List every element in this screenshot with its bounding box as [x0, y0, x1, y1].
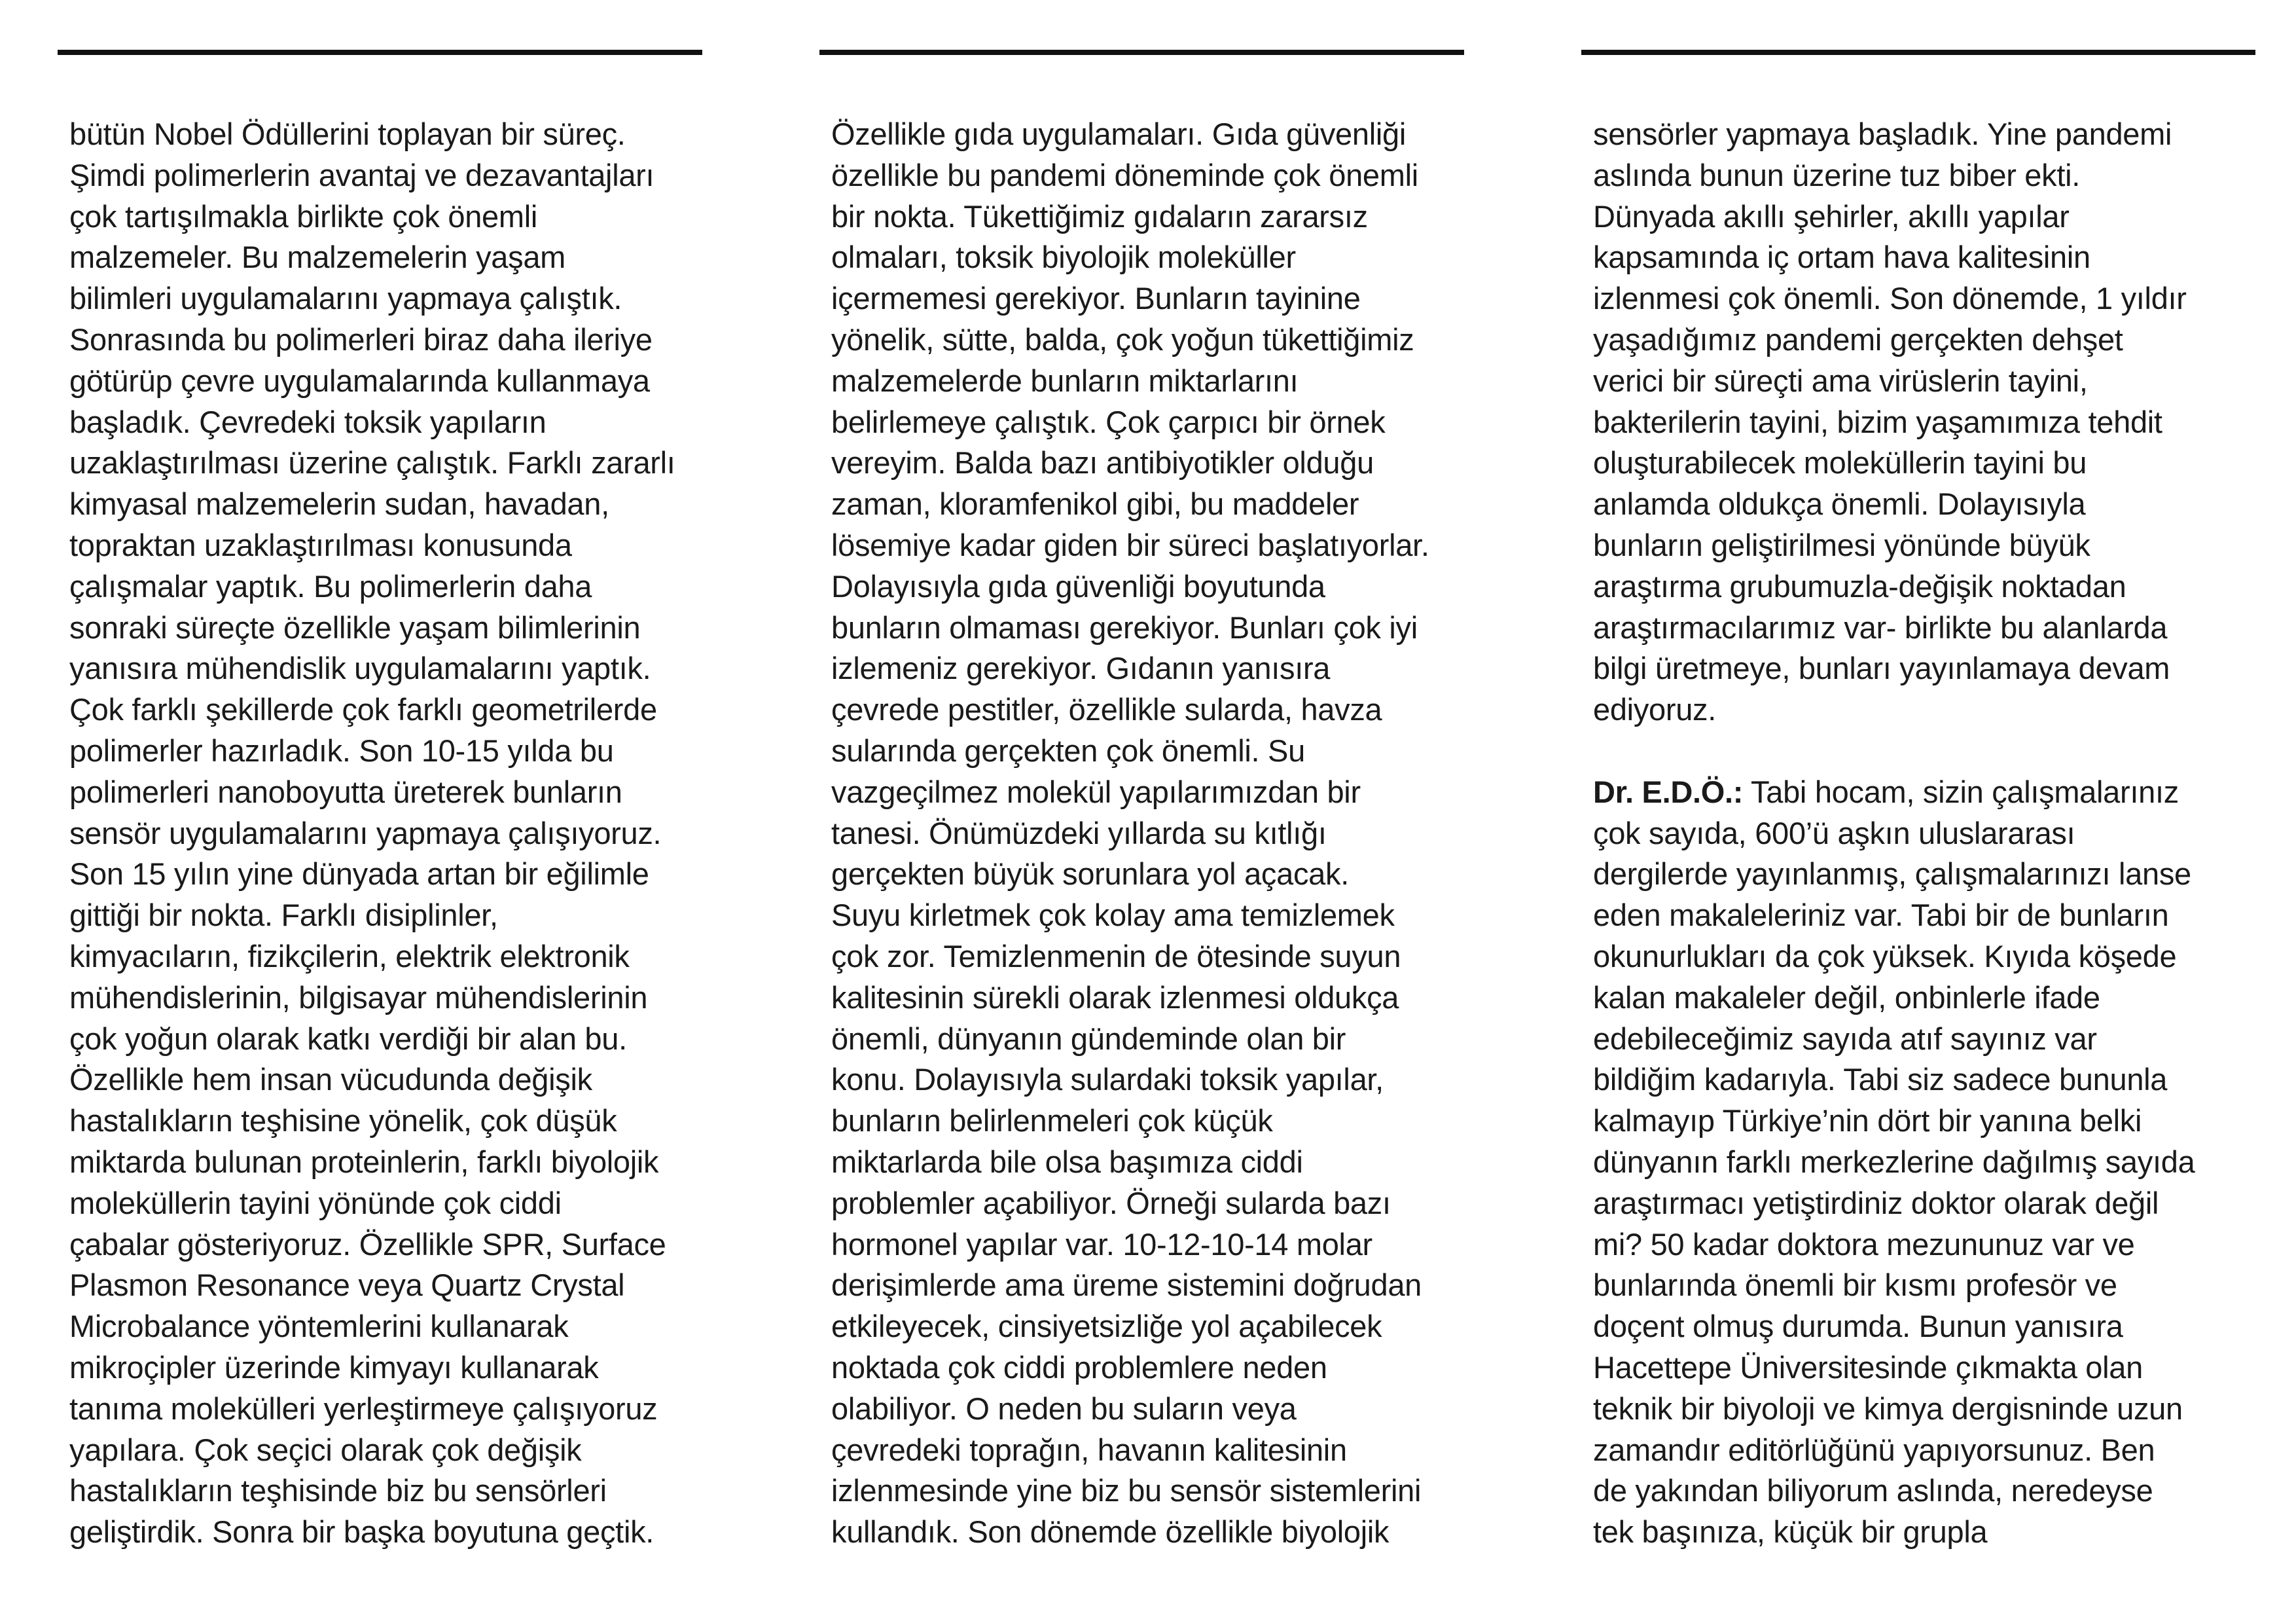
text-line: doçent olmuş durumda. Bunun yanısıra: [1593, 1309, 2123, 1344]
text-line: miktarlarda bile olsa başımıza ciddi: [831, 1144, 1303, 1179]
text-line: etkileyecek, cinsiyetsizliğe yol açabilecek: [831, 1309, 1382, 1344]
text-line: vereyim. Balda bazı antibiyotikler olduğu: [831, 445, 1374, 481]
text-line: tanesi. Önümüzdeki yıllarda su kıtlığı: [831, 815, 1327, 850]
column-2-top-rule: [819, 50, 1464, 55]
text-line: yanısıra mühendislik uygulamalarını yaptık.: [69, 651, 651, 686]
text-line: çok tartışılmakla birlikte çok önemli: [69, 198, 538, 234]
text-line: Şimdi polimerlerin avantaj ve dezavantajları: [69, 157, 655, 192]
text-line: tanıma molekülleri yerleştirmeye çalışıyoruz: [69, 1391, 658, 1426]
text-line: izlenmesi çok önemli. Son dönemde, 1 yıldır: [1593, 281, 2187, 316]
text-line: sonraki süreçte özellikle yaşam bilimlerinin: [69, 610, 641, 645]
text-line: belirlemeye çalıştık. Çok çarpıcı bir örnek: [831, 404, 1386, 439]
text-line: olabiliyor. O neden bu suların veya: [831, 1391, 1297, 1426]
text-line: önemli, dünyanın gündeminde olan bir: [831, 1021, 1346, 1056]
text-line: çok sayıda, 600’ü aşkın uluslararası: [1593, 815, 2075, 850]
text-line: verici bir süreçti ama virüslerin tayini,: [1593, 363, 2088, 398]
text-line: mi? 50 kadar doktora mezununuz var ve: [1593, 1226, 2135, 1262]
text-line: başladık. Çevredeki toksik yapıların: [69, 404, 547, 439]
text-line: kimyacıların, fizikçilerin, elektrik elektronik: [69, 938, 630, 974]
text-line: tek başınıza, küçük bir grupla: [1593, 1514, 1988, 1550]
text-line: moleküllerin tayini yönünde çok ciddi: [69, 1185, 562, 1220]
text-line: bunların olmaması gerekiyor. Bunları çok iyi: [831, 610, 1418, 645]
text-line: sensörler yapmaya başladık. Yine pandemi: [1593, 117, 2172, 151]
text-line: yapılara. Çok seçici olarak çok değişik: [69, 1432, 582, 1467]
text-line: mühendislerinin, bilgisayar mühendislerinin: [69, 979, 648, 1015]
text-line: olmaları, toksik biyolojik moleküller: [831, 240, 1296, 275]
text-line: okunurlukları da çok yüksek. Kıyıda köşede: [1593, 938, 2177, 974]
text-line: çok yoğun olarak katkı verdiği bir alan bu.: [69, 1021, 627, 1056]
text-line: hormonel yapılar var. 10-12-10-14 molar: [831, 1226, 1372, 1262]
text-line: de yakından biliyorum aslında, neredeyse: [1593, 1473, 2153, 1508]
text-line: çevredeki toprağın, havanın kalitesinin: [831, 1432, 1347, 1467]
text-line: kalitesinin sürekli olarak izlenmesi oldukça: [831, 979, 1399, 1015]
text-line: teknik bir biyoloji ve kimya dergisninde uzun: [1593, 1391, 2183, 1426]
text-line: bildiğim kadarıyla. Tabi siz sadece bununla: [1593, 1062, 2168, 1097]
column-3-top-rule: [1581, 50, 2255, 55]
text-line: kalmayıp Türkiye’nin dört bir yanına belki: [1593, 1103, 2142, 1139]
text-line: noktada çok ciddi problemlere neden: [831, 1349, 1327, 1385]
text-line: çalışmalar yaptık. Bu polimerlerin daha: [69, 568, 592, 604]
text-line: Özellikle hem insan vücudunda değişik: [69, 1062, 592, 1097]
text-line: Microbalance yöntemlerini kullanarak: [69, 1309, 569, 1344]
text-line: Çok farklı şekillerde çok farklı geometrilerde: [69, 692, 657, 727]
text-line: bunların belirlenmeleri çok küçük: [831, 1103, 1273, 1139]
text-line: Sonrasında bu polimerleri biraz daha ileriye: [69, 321, 653, 357]
paragraph-break: [1593, 731, 2255, 772]
text-line: topraktan uzaklaştırılması konusunda: [69, 527, 572, 562]
text-line: vazgeçilmez molekül yapılarımızdan bir: [831, 774, 1361, 809]
speaker-label: Dr. E.D.Ö.:: [1593, 774, 1744, 809]
text-line: zamandır editörlüğünü yapıyorsunuz. Ben: [1593, 1432, 2155, 1467]
text-line: kimyasal malzemelerin sudan, havadan,: [69, 486, 609, 522]
text-line: kalan makaleler değil, onbinlerle ifade: [1593, 979, 2100, 1015]
speaker-line-text: Tabi hocam, sizin çalışmalarınız: [1743, 774, 2179, 809]
text-line: sularında gerçekten çok önemli. Su: [831, 733, 1305, 768]
text-line: miktarda bulunan proteinlerin, farklı biyolojik: [69, 1144, 659, 1179]
text-line: götürüp çevre uygulamalarında kullanmaya: [69, 363, 650, 398]
text-line: oluşturabilecek moleküllerin tayini bu: [1593, 445, 2087, 481]
text-line: Son 15 yılın yine dünyada artan bir eğilimle: [69, 856, 649, 892]
text-line: derişimlerde ama üreme sistemini doğrudan: [831, 1267, 1422, 1303]
text-line: araştırma grubumuzla-değişik noktadan: [1593, 568, 2126, 604]
text-line: zaman, kloramfenikol gibi, bu maddeler: [831, 486, 1359, 522]
text-line: eden makaleleriniz var. Tabi bir de bunların: [1593, 898, 2169, 933]
text-line: bilimleri uygulamalarını yapmaya çalıştık.: [69, 281, 622, 316]
text-line: aslında bunun üzerine tuz biber ekti.: [1593, 157, 2080, 192]
text-line: bütün Nobel Ödüllerini toplayan bir süreç.: [69, 117, 626, 151]
text-line: Özellikle gıda uygulamaları. Gıda güvenliği: [831, 117, 1406, 151]
text-line: ediyoruz.: [1593, 692, 1717, 727]
text-column-1: [58, 0, 702, 1623]
text-line: anlamda oldukça önemli. Dolayısıyla: [1593, 486, 2086, 522]
text-line: gittiği bir nokta. Farklı disiplinler,: [69, 898, 498, 933]
text-line: bilgi üretmeye, bunları yayınlamaya devam: [1593, 651, 2170, 686]
column-1-top-rule: [58, 50, 702, 55]
text-line: araştırmacı yetiştirdiniz doktor olarak değil: [1593, 1185, 2159, 1220]
text-line: mikroçipler üzerinde kimyayı kullanarak: [69, 1349, 599, 1385]
text-line: bunların geliştirilmesi yönünde büyük: [1593, 527, 2090, 562]
column-2-text: [831, 114, 1464, 1553]
text-column-2: [819, 0, 1464, 1623]
text-line: araştırmacılarımız var- birlikte bu alanlarda: [1593, 610, 2168, 645]
text-line: bakterilerin tayini, bizim yaşamımıza tehdit: [1593, 404, 2162, 439]
text-line: malzemelerde bunların miktarlarını: [831, 363, 1299, 398]
text-line: lösemiye kadar giden bir süreci başlatıyorlar.: [831, 527, 1429, 562]
column-3-text: [1593, 114, 2255, 1553]
text-line: Suyu kirletmek çok kolay ama temizlemek: [831, 898, 1395, 933]
text-line: malzemeler. Bu malzemelerin yaşam: [69, 240, 566, 275]
text-line: çabalar gösteriyoruz. Özellikle SPR, Surface: [69, 1226, 666, 1262]
text-line: Dolayısıyla gıda güvenliği boyutunda: [831, 568, 1325, 604]
text-line: içermemesi gerekiyor. Bunların tayinine: [831, 281, 1361, 316]
text-line: hastalıkların teşhisinde biz bu sensörleri: [69, 1473, 607, 1508]
text-line: Plasmon Resonance veya Quartz Crystal: [69, 1267, 625, 1303]
text-column-3: [1581, 0, 2255, 1623]
text-line: yönelik, sütte, balda, çok yoğun tükettiğimiz: [831, 321, 1414, 357]
text-line: bir nokta. Tükettiğimiz gıdaların zararsız: [831, 198, 1368, 234]
text-line: izlenmesinde yine biz bu sensör sistemlerini: [831, 1473, 1422, 1508]
text-line: sensör uygulamalarını yapmaya çalışıyoruz.: [69, 815, 662, 850]
text-line: çevrede pestitler, özellikle sularda, havza: [831, 692, 1382, 727]
text-line: hastalıkların teşhisine yönelik, çok düşük: [69, 1103, 617, 1139]
column-1-text: [69, 114, 702, 1553]
text-line: polimerler hazırladık. Son 10-15 yılda bu: [69, 733, 614, 768]
text-line: gerçekten büyük sorunlara yol açacak.: [831, 856, 1349, 892]
text-line: edebileceğimiz sayıda atıf sayınız var: [1593, 1021, 2097, 1056]
text-line: dergilerde yayınlanmış, çalışmalarınızı lanse: [1593, 856, 2191, 892]
text-line: problemler açabiliyor. Örneği sularda bazı: [831, 1185, 1391, 1220]
text-line: konu. Dolayısıyla sulardaki toksik yapılar,: [831, 1062, 1384, 1097]
text-line: uzaklaştırılması üzerine çalıştık. Farklı zararlı: [69, 445, 675, 481]
text-line: dünyanın farklı merkezlerine dağılmış sayıda: [1593, 1144, 2195, 1179]
speaker-line: [1593, 772, 2255, 813]
text-line: polimerleri nanoboyutta üreterek bunların: [69, 774, 622, 809]
text-line: kullandık. Son dönemde özellikle biyolojik: [831, 1514, 1390, 1550]
text-line: yaşadığımız pandemi gerçekten dehşet: [1593, 321, 2123, 357]
text-line: bunlarında önemli bir kısmı profesör ve: [1593, 1267, 2117, 1303]
text-line: özellikle bu pandemi döneminde çok önemli: [831, 157, 1418, 192]
text-line: Dünyada akıllı şehirler, akıllı yapılar: [1593, 198, 2070, 234]
text-line: Hacettepe Üniversitesinde çıkmakta olan: [1593, 1349, 2143, 1385]
text-line: geliştirdik. Sonra bir başka boyutuna geçtik.: [69, 1514, 655, 1550]
text-line: izlemeniz gerekiyor. Gıdanın yanısıra: [831, 651, 1331, 686]
text-line: çok zor. Temizlenmenin de ötesinde suyun: [831, 938, 1401, 974]
text-line: kapsamında iç ortam hava kalitesinin: [1593, 240, 2090, 275]
